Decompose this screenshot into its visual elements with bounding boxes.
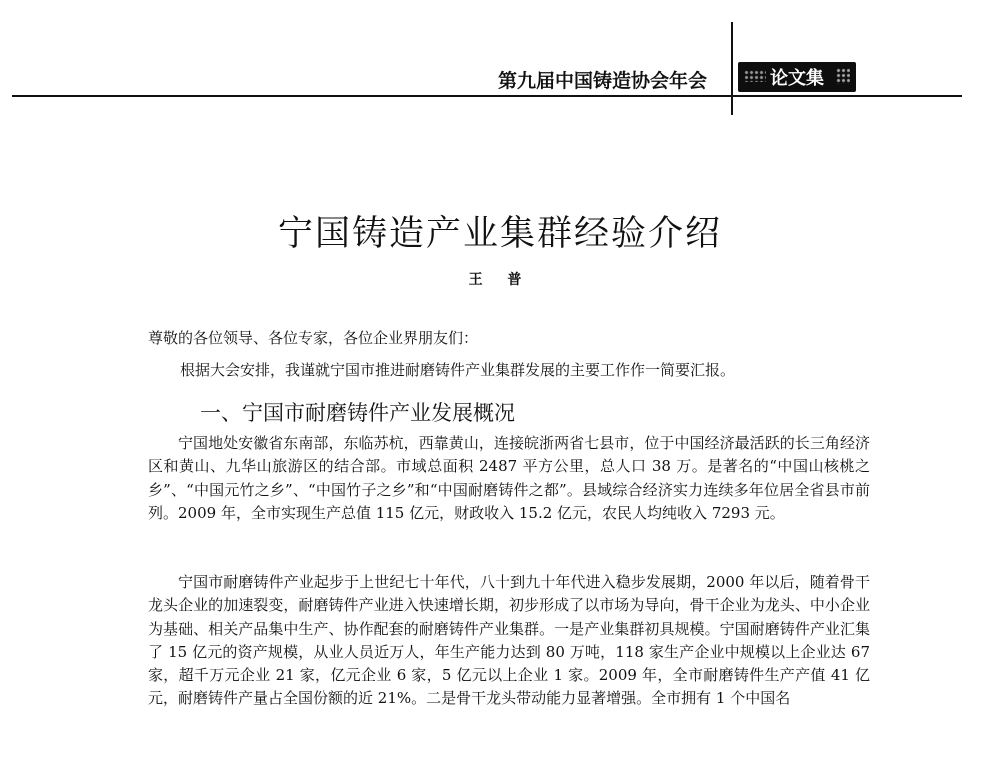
intro-paragraph: 根据大会安排，我谨就宁国市推进耐磨铸件产业集群发展的主要工作作一简要汇报。: [180, 361, 736, 379]
header-rule: [12, 95, 962, 97]
document-title: 宁国铸造产业集群经验介绍: [277, 214, 722, 254]
header-divider-vertical: [731, 22, 733, 115]
proceedings-badge-label: 论文集: [770, 68, 824, 89]
proceedings-badge: [738, 62, 856, 92]
salutation: 尊敬的各位领导、各位专家，各位企业界朋友们：: [148, 329, 479, 347]
document-author: 王 普: [468, 272, 532, 288]
body-paragraph-2: 宁国市耐磨铸件产业起步于上世纪七十年代，八十到九十年代进入稳步发展期，2000 年以后，随着骨干龙头企业的加速裂变，耐磨铸件产业进入快速增长期，初步形成了以市场为导向，骨干企业为龙头、中小企业为基础、相关产品集中生产、协作配套的耐磨铸件产业集群。一是产业集群初具规模。宁国耐磨铸件产业汇集了 15 亿元的资产规模，从业人员近万人，年生产能力达到 80 万吨，118 家生产企业中规模以上企业达 67 家，超千万元企业 21 家，亿元企业 6 家，5 亿元以上企业 1 家。2009 年，全市耐磨铸件生产产值 41 亿元，耐磨铸件产量占全国份额的近 21%。二是骨干龙头带动能力显著增强。全市拥有 1 个中国名: [148, 573, 870, 708]
body-paragraph-1: 宁国地处安徽省东南部，东临苏杭，西靠黄山，连接皖浙两省七县市，位于中国经济最活跃的长三角经济区和黄山、九华山旅游区的结合部。市域总面积 2487 平方公里，总人口 38 万。是著名的“中国山核桃之乡”、“中国元竹之乡”、“中国竹子之乡”和“中国耐磨铸件之都”。县域综合经济实力连续多年位居全省县市前列。2009 年，全市实现生产总值 115 亿元，财政收入 15.2 亿元，农民人均纯收入 7293 元。: [148, 434, 870, 522]
conference-title: 第九届中国铸造协会年会: [498, 70, 708, 92]
section-heading: 一、宁国市耐磨铸件产业发展概况: [200, 401, 515, 425]
